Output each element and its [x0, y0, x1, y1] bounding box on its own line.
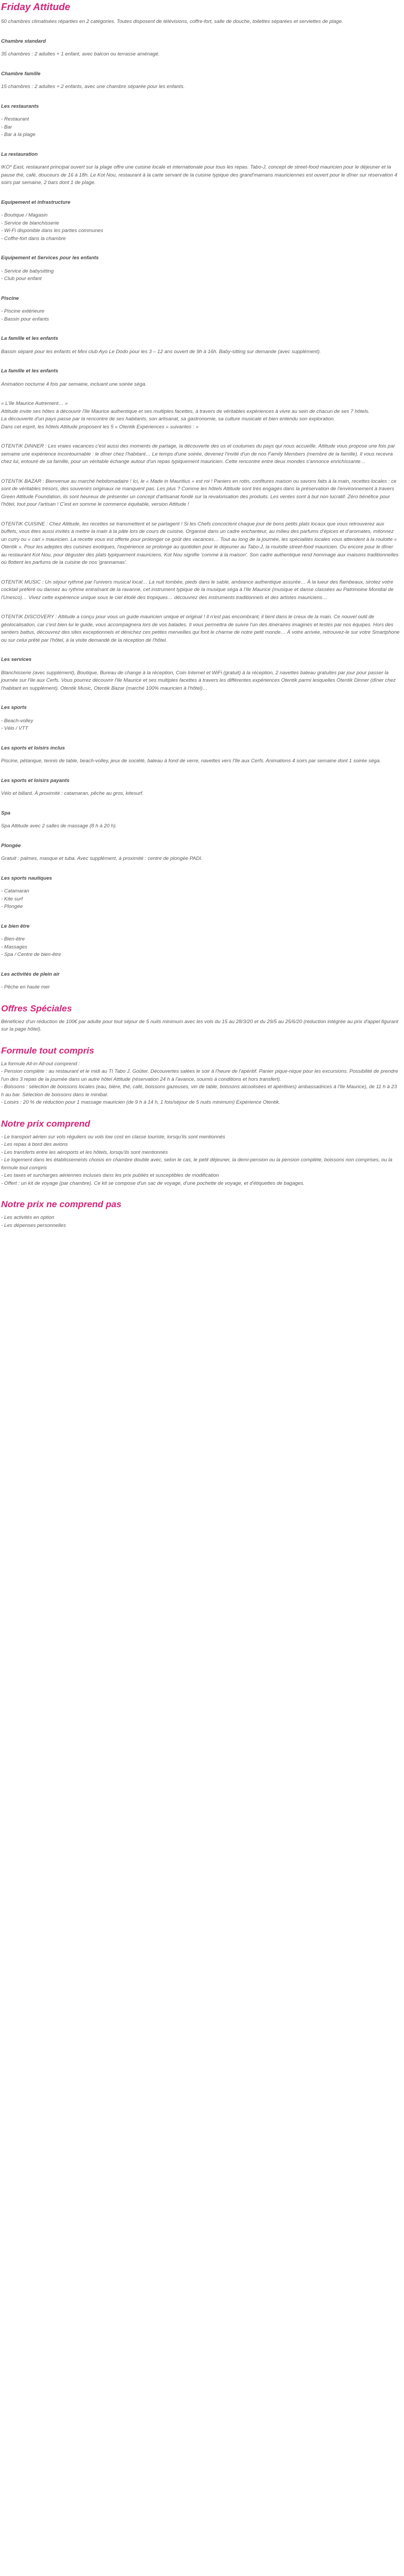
content-section: [1, 810, 400, 831]
section-text: OTENTIK MUSIC : Un séjour rythmé par l'univers musical local… La nuit tombée, pieds dans le sable, ambiance authentique assurée… À la lueur des flambeaux, sirotez votre cocktail préféré ou dansez au rythme entraînant de la ravanne, cet instrument typique de la musique séga à l'Ile Maurice (musique et danse classées au Patrimoine Mondial de l'Unesco)… Vivez cette expérience unique sous le ciel étoilé des tropiques… découvrez des instruments traditionnels et des artistes mauriciens…: [1, 579, 394, 601]
content-section: [1, 1119, 400, 1188]
section-text: - Piscine extérieure - Bassin pour enfants: [1, 308, 49, 322]
page: [0, 0, 404, 1230]
content-section: [1, 103, 400, 139]
content-section: [1, 368, 400, 388]
content-section: [1, 443, 400, 466]
content-section: [1, 923, 400, 959]
section-text: OTENTIK BAZAR : Bienvenue au marché hebdomadaire ! Ici, le « Made in Mauritius » est roi ! Paniers en rotin, confitures maison ou savons faits à la main, recettes locales : ce sont de véritables trésors, des souvenirs originaux ne manquent pas. Les plus ? Comme les hôtels Attitude sont très engagés dans la préservation de l'environnement à travers Green Attitude Foundation, ils sont heureux de présenter un concept d'artisanat fondé sur la revalorisation des produits. Les ventes sont à but non lucratif. Zéro bénéfice pour l'hôtel, tout pour l'artisan ! C'est en somme le commerce équitable, version Attitude !: [1, 478, 397, 507]
section-heading: Les activités de plein air: [1, 971, 60, 977]
content-section: [1, 254, 400, 283]
content-section: [1, 842, 400, 863]
content-section: [1, 521, 400, 567]
section-heading: Les sports et loisirs inclus: [1, 745, 65, 751]
content-section: [1, 1199, 400, 1230]
section-text: OTENTIK DISCOVERY : Attitude a conçu pour vous un guide mauricien unique et original ! Il n'est pas encombrant, il tient dans le creux de la main. Ce nouvel outil de géolocalisation, car c'est bien lui le guide, vous accompagnera lors de vos balades. Il vous permettra de suivre l'un des itinéraires imaginés et testés par nos équipes. Hors des sentiers battus, découvrez des sites exceptionnels et dénichez ces petites merveilles qui font le charme de notre petit monde… À votre arrivée, retrouvez-le sur votre Smartphone ou sur celui prêté par l'hôtel, à la visite demandé de la réception de l'hôtel.: [1, 614, 400, 643]
page-title: Friday Attitude: [1, 1, 70, 12]
section-text: Vélo et billard. À proximité : catamaran, pêche au gros, kitesurf.: [1, 791, 144, 796]
section-text: - Beach-volley - Vélo / VTT: [1, 717, 34, 731]
section-text: - Boutique / Magasin - Service de blanchisserie - Wi-Fi disponible dans les parties communes - Coffre-fort dans la chambre: [1, 212, 103, 242]
section-heading: Les sports nautiques: [1, 875, 52, 881]
section-heading: Piscine: [1, 295, 19, 301]
content-section: [1, 777, 400, 798]
section-text: Spa Attitude avec 2 salles de massage (8 h à 20 h).: [1, 823, 117, 829]
content-section: [1, 151, 400, 187]
section-heading: Les sports: [1, 705, 27, 711]
content-section: [1, 38, 400, 59]
content-section: [1, 579, 400, 602]
section-text: 15 chambres : 2 adultes + 2 enfants, avec une chambre séparée pour les enfants.: [1, 84, 185, 90]
section-text: - Restaurant - Bar - Bar à la plage: [1, 116, 36, 138]
section-text: - Pêche en haute mer: [1, 984, 50, 990]
content-section: [1, 656, 400, 692]
content-section: [1, 745, 400, 765]
content-section: [1, 295, 400, 324]
section-text: Animation nocturne 4 fois par semaine, incluant une soirée séga.: [1, 381, 147, 387]
intro-section: [1, 18, 400, 26]
section-heading: La restauration: [1, 151, 38, 157]
content-section: [1, 400, 400, 431]
section-text: IKO* East, restaurant principal ouvert sur la plage offre une cuisine locale et internationale pour tous les repas. Tabo-J, concept de street-food mauricien pour le déjeuner et la pause thé, café, douceurs de 16 à 18h. Le Kot Nou, restaurant à la carte servant de la cuisine typique des grand'mamans mauriciennes est ouvert pour le dîner sur réservation 4 soirs par semaine, 2 bars dont 1 de plage.: [1, 164, 398, 186]
section-text: Gratuit : palmes, masque et tuba. Avec supplément, à proximité : centre de plongée PADI.: [1, 856, 203, 862]
content-section: [1, 875, 400, 911]
section-heading: Chambre standard: [1, 38, 46, 44]
section-text: « L'Ile Maurice Autrement… » Attitude invite ses hôtes à découvrir l'Ile Maurice authentique et ses multiples facettes, à travers de véritables expériences à vivre au sein de chacun de ses 7 hôtels. La découverte d'un pays passe par la rencontre de ses habitants, son artisanat, sa gastronomie, sa culture musicale et bien entendu son exploration. Dans cet esprit, les hôtels Attitude proposent les 5 « Otentik Expériences » suivantes : »: [1, 401, 370, 430]
content-section: [1, 704, 400, 733]
section-title: Notre prix comprend: [1, 1118, 91, 1129]
section-text: - Service de babysitting - Club pour enfant: [1, 268, 54, 282]
sections-container: [1, 38, 400, 1230]
section-text: Bassin séparé pour les enfants et Mini club Ayo Le Dodo pour les 3 – 12 ans ouvert de 9h à 16h. Baby-sitting sur demande (avec supplément).: [1, 348, 321, 355]
content-section: [1, 199, 400, 243]
section-text: - Bien-être - Massages - Spa / Centre de bien-être: [1, 936, 61, 958]
section-text: Piscine, pétanque, tennis de table, beach-volley, jeux de société, bateau à fond de verre, navettes vers l'île aux Cerfs. Animations 4 soirs par semaine dont 1 soirée séga.: [1, 758, 381, 764]
section-text: Bénéficiez d'un réduction de 100€ par adulte pour tout séjour de 5 nuits minimum avec les vols du 15 au 28/3/20 et du 29/5 au 25/6/20 (réduction intégrée au prix d'appel figurant sur la page hôtel).: [1, 1018, 399, 1032]
section-heading: Le bien être: [1, 923, 30, 929]
intro-text: 50 chambres climatisées réparties en 2 catégories. Toutes disposent de télévisions, coffre-fort, salle de douche, toilettes séparées et serviettes de plage.: [1, 19, 343, 25]
section-heading: Chambre famille: [1, 70, 41, 77]
section-text: - Les activités en option - Les dépenses personnelles: [1, 1215, 66, 1229]
content-section: [1, 1003, 400, 1034]
section-heading: Les sports et loisirs payants: [1, 777, 70, 784]
content-section: [1, 335, 400, 356]
section-heading: Equipement et infrastructure: [1, 199, 70, 205]
content-section: [1, 613, 400, 644]
section-title: Offres Spéciales: [1, 1003, 72, 1014]
section-heading: La famille et les enfants: [1, 368, 59, 374]
section-heading: Les restaurants: [1, 103, 39, 109]
content-section: [1, 971, 400, 992]
section-heading: Spa: [1, 810, 11, 816]
section-text: Blanchisserie (avec supplément), Boutique, Bureau de change à la réception, Coin Internet et WiFi (gratuit) à la réception, 2 navettes bateau gratuites par jour pour passer la journée sur l'île aux Cerfs. Vous pourrez découvrir l'Ile Maurice et ses multiples facettes à travers les différentes expériences Otentik parmi lesquelles Otentik Dinner (dîner chez l'habitant en supplément), Otentik Music, Otentik Bazar (marché 100% mauricien à l'hôtel)…: [1, 669, 396, 691]
section-heading: Plongée: [1, 842, 21, 849]
content-section: [1, 1046, 400, 1107]
content-section: [1, 70, 400, 91]
section-text: OTENTIK CUISINE : Chez Attitude, les recettes se transmettent et se partagent ! Si les Chefs concoctent chaque jour de bons petits plats locaux que vous retrouverez aux buffets, vous êtes aussi invités à mettre la main à la pâte lors de cours de cuisine. Organisé dans un cadre enchanteur, au milieu des parfums d'épices et d'aromates, mitonnez un curry ou « cari » mauricien. La recette vous est offerte pour prolonger ce goût des vacances… Tout au long de la journée, les spécialités locales vous attendent à la roulotte « Otentik ». Pour les adeptes des cuisines exotiques, l'expérience se prolonge au quotidien pour le déjeuner au Tabo-J, la roulotte street-food mauricien. Ou encore pour le dîner au restaurant Kot Nou, pour déguster des plats typiquement mauriciens. Kot Nou signifie 'comme à la maison'. Son cadre authentique rend hommage aux maisons traditionnelles où flottent les parfums de la cuisine de nos 'grannamas'.: [1, 521, 399, 565]
section-heading: La famille et les enfants: [1, 336, 59, 341]
section-title: Notre prix ne comprend pas: [1, 1199, 122, 1209]
section-heading: Les services: [1, 657, 32, 663]
content-section: [1, 478, 400, 509]
section-text: - Catamaran - Kite surf - Plongée: [1, 888, 29, 910]
section-title: Formule tout compris: [1, 1045, 94, 1056]
section-heading: Equipement et Services pour les enfants: [1, 255, 99, 261]
section-text: 35 chambres : 2 adultes + 1 enfant, avec balcon ou terrasse aménagé.: [1, 51, 160, 57]
section-text: OTENTIK DINNER : Les vraies vacances c'est aussi des moments de partage, la découverte des us et coutumes du pays qui nous accueille. Attitude vous propose une fois par semaine une expérience incontournable : le dîner chez l'habitant… Le temps d'une soirée, devenez l'invité d'un de nos Family Members (membre de la famille). Il vous recevra chez lui, entouré de sa famille, pour un véritable échange autour d'un repas typiquement mauricien. Cette rencontre entre deux mondes s'annonce enrichissante…: [1, 443, 395, 465]
section-text: - Le transport aérien sur vols réguliers ou vols low cost en classe touriste, lorsqu'ils sont mentionnés - Les repas à bord des avions - Les transferts entre les aéroports et les hôtels, lorsqu'ils sont mentionnés - Le logement dans les établissements choisis en chambre double avec, selon le cas, le petit déjeuner, la demi-pension ou la pension complète, boissons non comprises, ou la formule tout compris - Les taxes et surcharges aériennes incluses dans les prix publiés et susceptibles de modification - Offert : un kit de voyage (par chambre). Ce kit se compose d'un sac de voyage, d'une pochette de voyage, et d'étiquettes de bagages.: [1, 1134, 393, 1186]
section-text: La formule All-in All-out comprend : - Pension complète : au restaurant et le midi au TI Tabo J. Goûter. Découvertes salées le soir à l'heure de l'apéritif. Panier pique-nique pour les excursions. Possibilité de prendre l'un des 3 repas de la journée dans un autre hôtel Attitude (réservation 24 h à l'avance, soumis à conditions et hors transfert). - Boissons : sélection de boissons locales (eau, bière, thé, café, boissons gazeuses, vin de table, boissons alcoolisées et apéritives) ambassadrices à l'Ile Maurice), de 11 h à 23 h au bar. Sélection de boissons dans le minibar. - Loisirs : 20 % de réduction pour 1 massage mauricien (de 9 h à 14 h, 1 fois/séjour de 5 nuits minimum) Expérience Otentik.: [1, 1060, 398, 1105]
